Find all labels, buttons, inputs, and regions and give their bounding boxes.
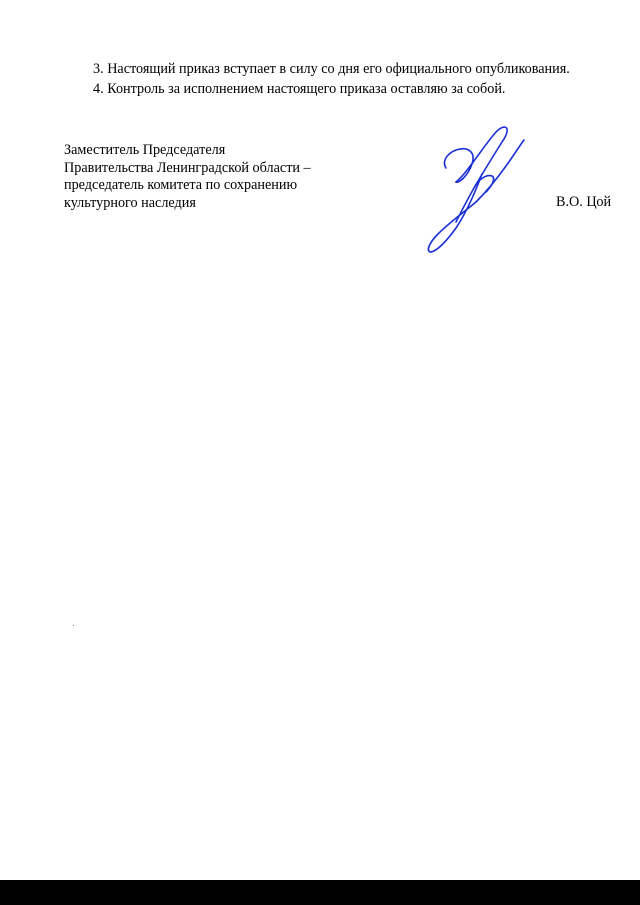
clause-4: 4. Контроль за исполнением настоящего приказа оставляю за собой. xyxy=(93,81,506,97)
scan-border xyxy=(0,880,640,905)
signer-name: В.О. Цой xyxy=(556,194,612,210)
signer-title-line: культурного наследия xyxy=(64,194,196,211)
signer-title-line: Заместитель Председателя xyxy=(64,142,226,158)
scan-speck xyxy=(73,625,74,626)
handwritten-signature xyxy=(416,118,536,258)
signer-title-line: председатель комитета по сохранению xyxy=(64,177,298,193)
signer-title-block xyxy=(64,142,384,212)
clause-3: 3. Настоящий приказ вступает в силу со дня его официального опубликования. xyxy=(93,61,570,77)
signer-title-line: Правительства Ленинградской области – xyxy=(64,159,311,176)
order-clauses xyxy=(93,59,623,99)
